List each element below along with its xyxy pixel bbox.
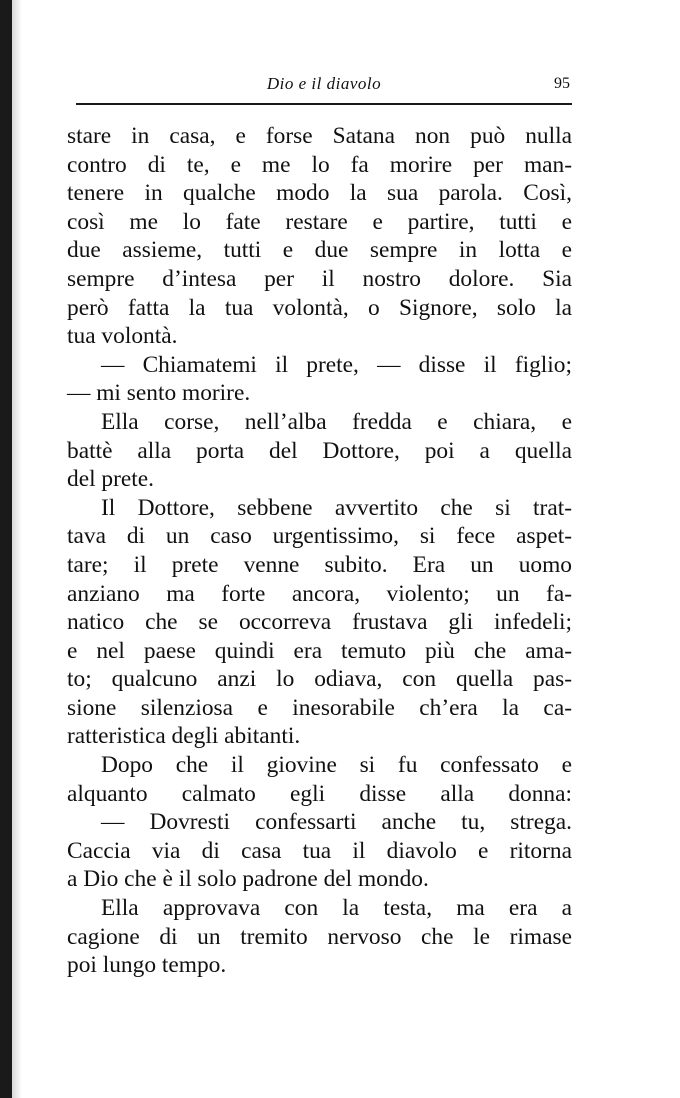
text-line: però fatta la tua volontà, o Signore, solo la <box>67 294 572 321</box>
text-line: Caccia via di casa tua il diavolo e ritorna <box>67 837 572 864</box>
text-line: — mi sento morire. <box>67 380 251 407</box>
body-text <box>67 122 572 980</box>
text-line: Ella corse, nell’alba fredda e chiara, e <box>101 408 572 435</box>
text-line: Il Dottore, sebbene avvertito che si trat- <box>101 494 572 521</box>
book-gutter-edge <box>12 0 22 1098</box>
text-line: stare in casa, e forse Satana non può nulla <box>67 123 572 149</box>
page-number: 95 <box>554 75 570 92</box>
text-line: — Chiamatemi il prete, — disse il figlio; <box>101 351 572 378</box>
text-line: due assieme, tutti e due sempre in lotta e <box>67 237 572 264</box>
text-line: anziano ma forte ancora, violento; un fa- <box>67 580 572 607</box>
text-line: tua volontà. <box>67 323 178 350</box>
text-line: tava di un caso urgentissimo, si fece aspet- <box>67 523 572 550</box>
text-line: Dopo che il giovine si fu confessato e <box>101 752 572 779</box>
text-line: poi lungo tempo. <box>67 952 227 979</box>
header-rule <box>76 103 572 105</box>
running-title: Dio e il diavolo <box>266 74 382 93</box>
text-line: del prete. <box>67 466 155 493</box>
text-line: tare; il prete venne subito. Era un uomo <box>67 551 572 578</box>
text-line: e nel paese quindi era temuto più che ama- <box>67 637 572 664</box>
text-line: natico che se occorreva frustava gli infedeli; <box>67 609 572 636</box>
text-line: battè alla porta del Dottore, poi a quella <box>67 437 572 464</box>
text-line: contro di te, e me lo fa morire per man- <box>67 151 572 178</box>
text-line: Ella approvava con la testa, ma era a <box>101 895 572 922</box>
page-header <box>76 74 572 98</box>
text-line: alquanto calmato egli disse alla donna: <box>67 780 572 807</box>
text-line: sione silenziosa e inesorabile ch’era la ca- <box>67 694 572 721</box>
text-line: cagione di un tremito nervoso che le rimase <box>67 923 572 950</box>
text-line: tenere in qualche modo la sua parola. Così, <box>67 180 572 207</box>
text-line: così me lo fate restare e partire, tutti e <box>67 208 572 235</box>
text-line: sempre d’intesa per il nostro dolore. Sia <box>67 265 572 292</box>
book-spine-shadow <box>0 0 12 1098</box>
text-line: a Dio che è il solo padrone del mondo. <box>67 866 429 893</box>
text-line: to; qualcuno anzi lo odiava, con quella pas- <box>67 666 572 693</box>
text-line: — Dovresti confessarti anche tu, strega. <box>101 809 572 836</box>
text-line: ratteristica degli abitanti. <box>67 723 301 750</box>
